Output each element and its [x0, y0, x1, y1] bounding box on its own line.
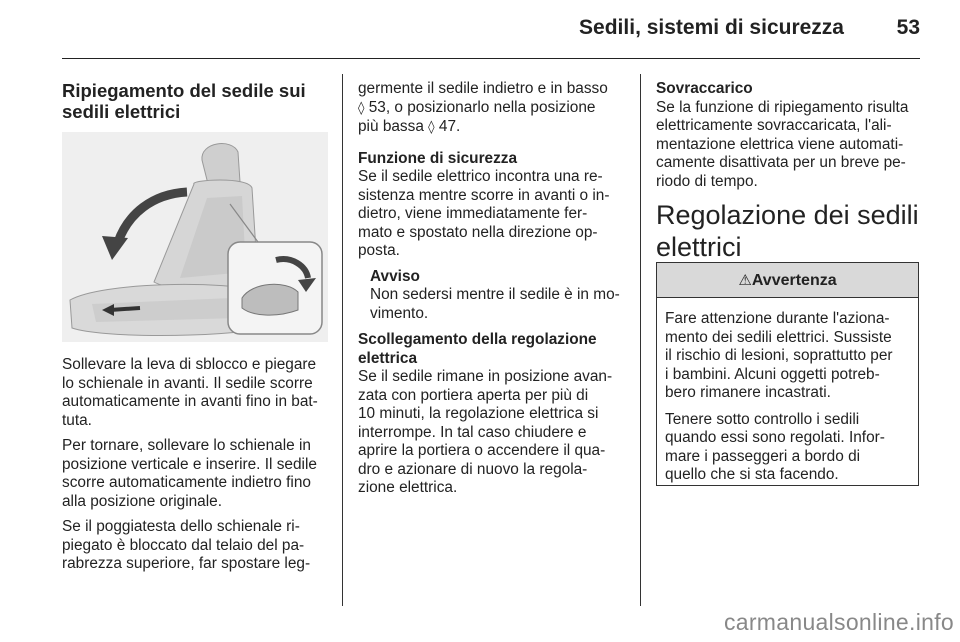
warning-header [657, 263, 918, 298]
paragraph [665, 310, 908, 403]
heading-line: Ripiegamento del sedile sui [62, 80, 306, 101]
text-line: rabrezza superiore, far spostare leg- [62, 555, 311, 572]
text-line: Se il sedile elettrico incontra una re- [358, 168, 603, 185]
subheading [358, 331, 628, 368]
paragraph [358, 331, 628, 498]
text-line: scorre automaticamente indietro fino [62, 474, 311, 491]
text-line: sistenza mentre scorre in avanti o in- [358, 186, 610, 204]
text-line: mato e spostato nella direzione op- [358, 223, 598, 241]
text-line: camente disattivata per un breve pe- [656, 154, 906, 171]
text-line: , o posizionarlo nella posizione [385, 98, 596, 116]
subheading: Sovraccarico [656, 80, 753, 97]
text-line: zione elettrica. [358, 479, 458, 496]
section-heading [62, 80, 330, 122]
text-line: automaticamente in avanti fino in bat- [62, 393, 318, 410]
text-line: quando essi sono regolati. Infor- [665, 429, 885, 446]
text-line: dietro, viene immediatamente fer- [358, 205, 588, 222]
text-line: bero rimanere incastrati. [665, 384, 831, 401]
paragraph [62, 518, 330, 574]
paragraph [62, 356, 330, 430]
text-line: Tenere sotto controllo i sedili [665, 410, 860, 428]
text-line: mentazione elettrica viene automati- [656, 135, 904, 153]
heading-line: sedili elettrici [62, 101, 181, 122]
text-line: Se la funzione di ripiegamento risulta [656, 98, 909, 116]
column-divider [640, 74, 641, 606]
text-line: Per tornare, sollevare lo schienale in [62, 437, 311, 454]
warning-box [656, 262, 919, 486]
column-2 [358, 80, 628, 505]
text-line: alla posizione originale. [62, 492, 222, 510]
text-line: aprire la portiera o accendere il qua- [358, 442, 606, 459]
chapter-heading [656, 199, 920, 263]
text-line: posta. [358, 242, 400, 259]
heading-line: elettrici [656, 232, 742, 262]
notice-heading: Avviso [370, 267, 420, 285]
column-divider [342, 74, 343, 606]
paragraph [358, 150, 628, 261]
paragraph [656, 80, 920, 191]
seat-illustration [62, 132, 328, 342]
column-3 [656, 80, 920, 271]
warning-title: Avvertenza [751, 272, 837, 289]
text-line: quello che si sta facendo. [665, 466, 839, 483]
heading-line: elettrica [358, 349, 418, 367]
seat-fold-diagram [62, 132, 328, 342]
page-number: 53 [896, 16, 920, 39]
paragraph [358, 80, 628, 138]
text-line: zata con portiera aperta per più di [358, 386, 589, 404]
paragraph [62, 437, 330, 511]
text-line: lo schienale in avanti. Il sedile scorre [62, 374, 313, 392]
warning-body [657, 298, 918, 501]
text-line: Fare attenzione durante l'aziona- [665, 310, 890, 327]
text-line: dro e azionare di nuovo la regola- [358, 460, 588, 478]
text-line: Non sedersi mentre il sedile è in mo- [370, 286, 620, 303]
text-line: riodo di tempo. [656, 172, 758, 190]
page-reference-icon: ◊ [358, 100, 365, 116]
notice-box [370, 268, 628, 324]
text-line: interrompe. In tal caso chiudere e [358, 423, 587, 441]
text-line: mare i passeggeri a bordo di [665, 447, 861, 465]
column-1 [62, 80, 330, 581]
text-line: posizione verticale e inserire. Il sedile [62, 455, 317, 473]
text-line: elettricamente sovraccaricata, l'ali- [656, 117, 892, 134]
page-header [0, 14, 920, 46]
warning-triangle-icon: ⚠ [738, 271, 752, 289]
text-line: Se il sedile rimane in posizione avan- [358, 368, 613, 385]
header-divider [62, 58, 920, 59]
text-line: tuta. [62, 411, 92, 429]
text-line: vimento. [370, 304, 429, 322]
text-line: piegato è bloccato dal telaio del pa- [62, 536, 305, 554]
paragraph [665, 411, 908, 485]
heading-line: Scollegamento della regolazione [358, 331, 597, 348]
heading-line: Regolazione dei sedili [656, 200, 919, 230]
section-title: Sedili, sistemi di sicurezza [579, 16, 844, 39]
text-line: il rischio di lesioni, soprattutto per [665, 347, 893, 364]
page-reference-icon: ◊ [428, 120, 435, 135]
text-line: germente il sedile indietro e in basso [358, 80, 608, 97]
text-line: mento dei sedili elettrici. Sussiste [665, 328, 892, 346]
text-line: . [456, 118, 461, 135]
text-line: più bassa [358, 118, 424, 135]
text-line: i bambini. Alcuni oggetti potreb- [665, 365, 880, 383]
text-line: Sollevare la leva di sblocco e piegare [62, 356, 317, 373]
page-reference[interactable]: 53 [368, 98, 386, 116]
text-line: Se il poggiatesta dello schienale ri- [62, 518, 300, 535]
text-line: 10 minuti, la regolazione elettrica si [358, 405, 599, 422]
watermark: carmanualsonline.info [723, 609, 954, 635]
subheading: Funzione di sicurezza [358, 149, 518, 167]
page-reference[interactable]: 47 [438, 118, 457, 135]
